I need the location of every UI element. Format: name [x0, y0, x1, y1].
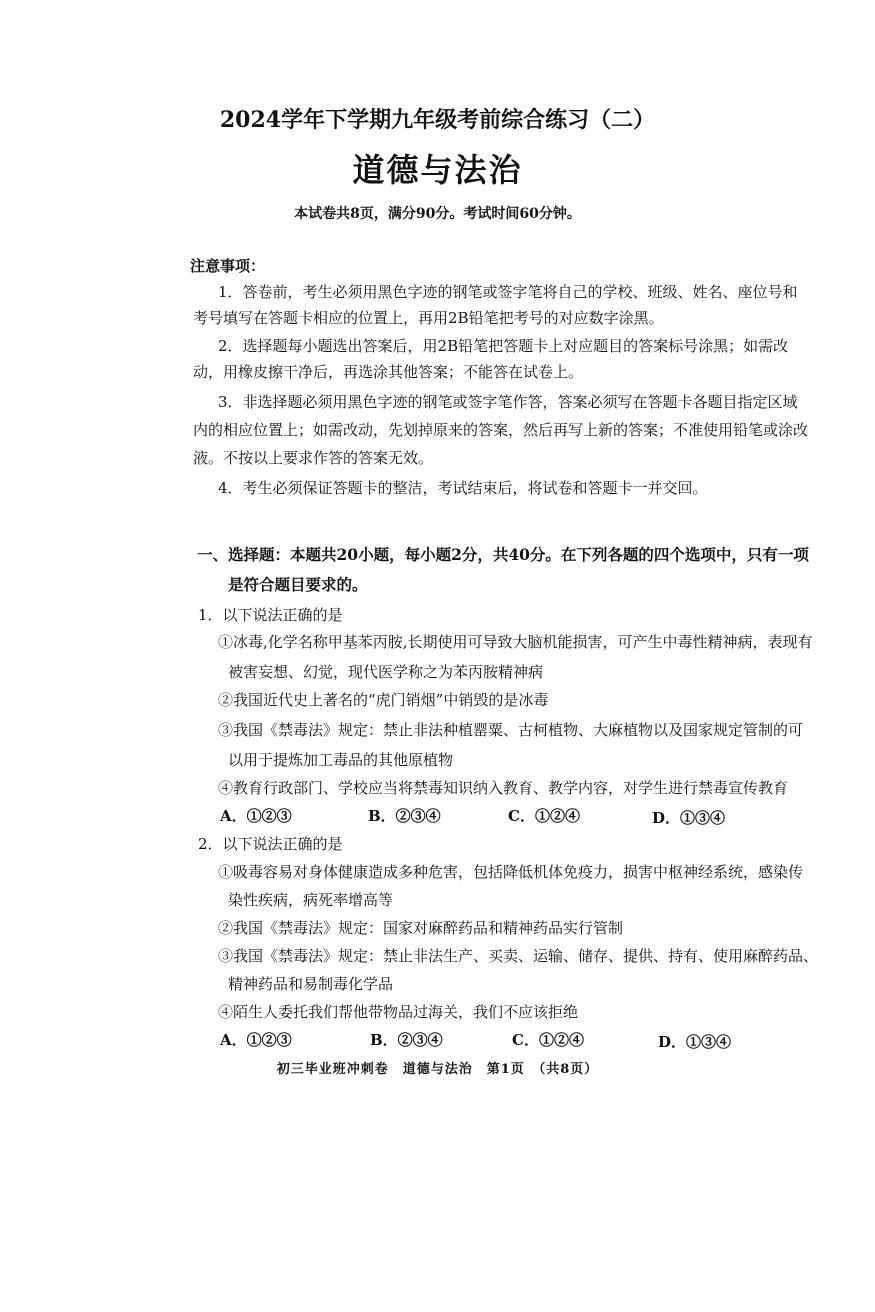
option-b: B．②③④: [368, 807, 441, 825]
section-heading: 一、选择题：本题共20小题，每小题2分，共40分。在下列各题的四个选项中，只有一项: [197, 545, 809, 564]
statement-line: ①吸毒容易对身体健康造成多种危害，包括降低机体免疫力，损害中枢神经系统，感染传: [218, 863, 804, 881]
option-d: D．①③④: [658, 1033, 732, 1051]
subject-title: 道德与法治: [352, 151, 523, 189]
notice-line: 3．非选择题必须用黑色字迹的钢笔或签字笔作答，答案必须写在答题卡各题目指定区域: [218, 393, 798, 411]
statement-line: 以用于提炼加工毒品的其他原植物: [228, 751, 454, 769]
option-d: D．①③④: [652, 809, 726, 827]
notice-line: 内的相应位置上；如需改动，先划掉原来的答案，然后再写上新的答案；不准使用铅笔或涂改: [193, 421, 809, 439]
section-heading-cont: 是符合题目要求的。: [228, 575, 368, 594]
notice-title: 注意事项：: [190, 257, 266, 275]
option-c: C．①②④: [508, 807, 580, 825]
page-footer: 初三毕业班冲刺卷 道德与法治 第1页 （共8页）: [276, 1062, 599, 1077]
statement-line: 染性疾病，病死率增高等: [228, 891, 394, 909]
statement-line: ①冰毒,化学名称甲基苯丙胺,长期使用可导致大脑机能损害，可产生中毒性精神病，表现有: [218, 633, 813, 651]
notice-line: 考号填写在答题卡相应的位置上，再用2B铅笔把考号的对应数字涂黑。: [193, 309, 664, 327]
statement-line: ③我国《禁毒法》规定：禁止非法生产、买卖、运输、储存、提供、持有、使用麻醉药品、: [218, 947, 819, 965]
statement-line: ④教育行政部门、学校应当将禁毒知识纳入教育、教学内容，对学生进行禁毒宣传教育: [218, 779, 789, 797]
notice-line: 2．选择题每小题选出答案后，用2B铅笔把答题卡上对应题目的答案标号涂黑；如需改: [218, 337, 789, 355]
option-a: A．①②③: [220, 1031, 292, 1049]
notice-line: 液。不按以上要求作答的答案无效。: [193, 449, 434, 467]
exam-info: 本试卷共8页，满分90分。考试时间60分钟。: [294, 206, 581, 222]
notice-line: 动，用橡皮擦干净后，再选涂其他答案；不能答在试卷上。: [193, 363, 584, 381]
statement-line: ③我国《禁毒法》规定：禁止非法种植罂粟、古柯植物、大麻植物以及国家规定管制的可: [218, 721, 804, 739]
statement-line: ②我国《禁毒法》规定：国家对麻醉药品和精神药品实行管制: [218, 919, 624, 937]
notice-line: 1．答卷前，考生必须用黑色字迹的钢笔或签字笔将自己的学校、班级、姓名、座位号和: [218, 283, 798, 301]
statement-line: ④陌生人委托我们帮他带物品过海关，我们不应该拒绝: [218, 1003, 579, 1021]
option-a: A．①②③: [220, 807, 292, 825]
statement-line: 被害妄想、幻觉，现代医学称之为苯丙胺精神病: [228, 663, 544, 681]
exam-title: 2024学年下学期九年级考前综合练习（二）: [219, 107, 656, 133]
statement-line: ②我国近代史上著名的“虎门销烟”中销毁的是冰毒: [218, 691, 549, 709]
question-stem: 2．以下说法正确的是: [198, 835, 343, 853]
question-stem: 1．以下说法正确的是: [198, 606, 343, 624]
option-c: C．①②④: [512, 1031, 584, 1049]
notice-line: 4．考生必须保证答题卡的整洁，考试结束后，将试卷和答题卡一并交回。: [218, 479, 708, 497]
statement-line: 精神药品和易制毒化学品: [228, 975, 394, 993]
option-b: B．②③④: [370, 1031, 443, 1049]
